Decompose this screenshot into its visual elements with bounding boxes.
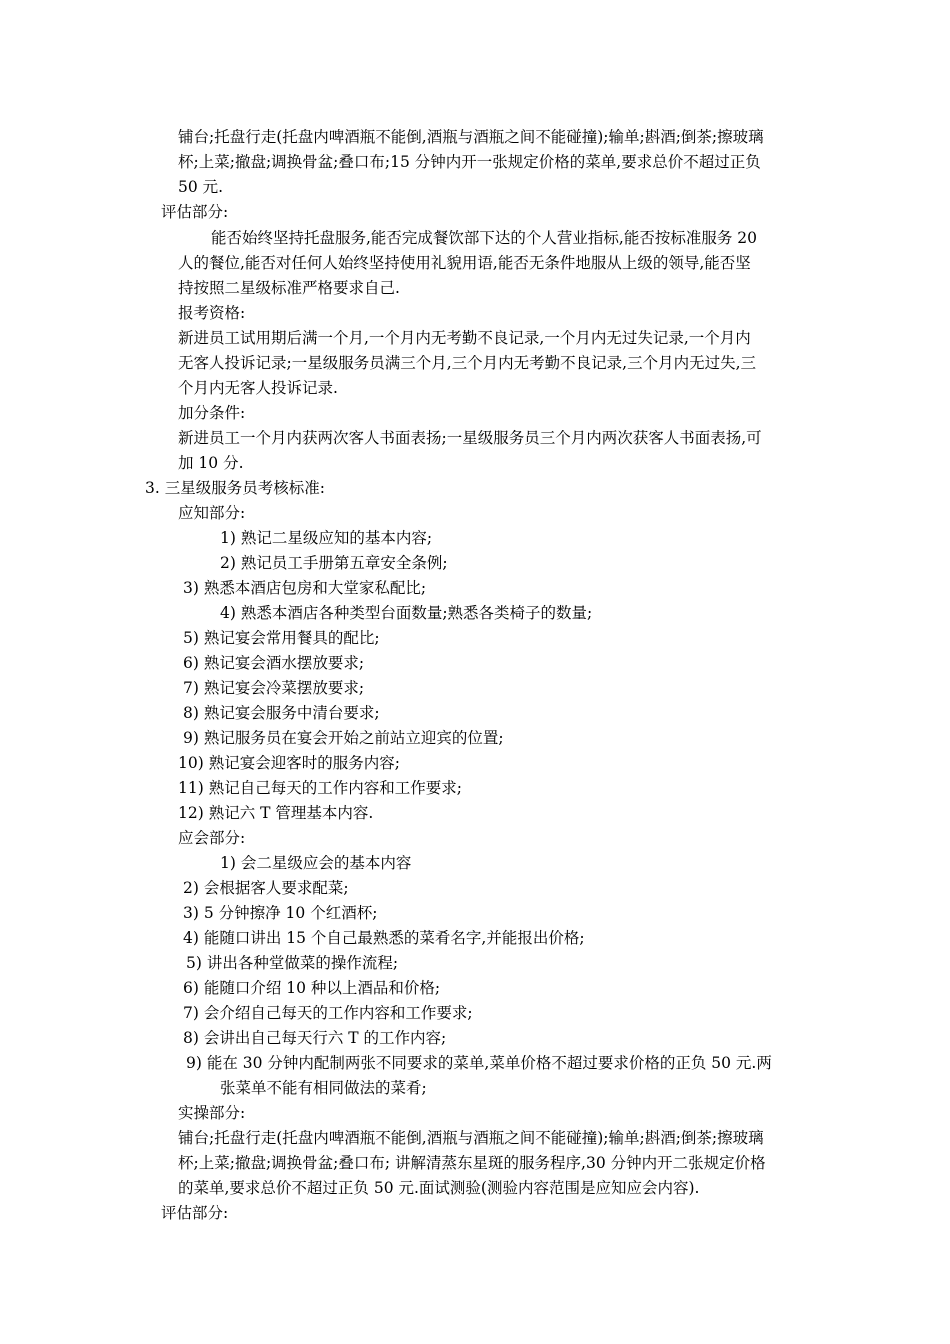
section-heading: 加分条件: <box>178 404 246 422</box>
list-item: 4) 熟悉本酒店各种类型台面数量;熟悉各类椅子的数量; <box>220 604 593 622</box>
text-line: 50 元. <box>178 178 224 196</box>
list-item: 5) 讲出各种堂做菜的操作流程; <box>186 954 399 972</box>
list-item: 8) 熟记宴会服务中清台要求; <box>183 704 380 722</box>
list-item: 9) 熟记服务员在宴会开始之前站立迎宾的位置; <box>183 729 504 747</box>
text-line: 无客人投诉记录;一星级服务员满三个月,三个月内无考勤不良记录,三个月内无过失,三 <box>178 354 757 372</box>
list-item: 7) 会介绍自己每天的工作内容和工作要求; <box>183 1004 473 1022</box>
list-item: 4) 能随口讲出 15 个自己最熟悉的菜肴名字,并能报出价格; <box>183 929 585 947</box>
text-line: 杯;上菜;撤盘;调换骨盆;叠口布; 讲解清蒸东星斑的服务程序,30 分钟内开二张规定价格 <box>178 1154 766 1172</box>
numbered-heading: 3. 三星级服务员考核标准: <box>145 479 325 497</box>
text-line: 铺台;托盘行走(托盘内啤酒瓶不能倒,酒瓶与酒瓶之间不能碰撞);输单;斟酒;倒茶;擦玻璃 <box>178 1129 764 1147</box>
list-item: 2) 熟记员工手册第五章安全条例; <box>220 554 448 572</box>
text-line: 铺台;托盘行走(托盘内啤酒瓶不能倒,酒瓶与酒瓶之间不能碰撞);输单;斟酒;倒茶;擦玻璃 <box>178 128 764 146</box>
list-item: 9) 能在 30 分钟内配制两张不同要求的菜单,菜单价格不超过要求价格的正负 50 元.两 <box>186 1054 772 1072</box>
section-heading: 评估部分: <box>161 1204 229 1222</box>
list-item: 6) 熟记宴会酒水摆放要求; <box>183 654 365 672</box>
text-line: 持按照二星级标准严格要求自己. <box>178 279 400 297</box>
list-item: 2) 会根据客人要求配菜; <box>183 879 349 897</box>
list-item: 12) 熟记六 T 管理基本内容. <box>178 804 374 822</box>
section-heading: 报考资格: <box>178 304 246 322</box>
text-line: 人的餐位,能否对任何人始终坚持使用礼貌用语,能否无条件地服从上级的领导,能否坚 <box>178 254 751 272</box>
list-item: 3) 5 分钟擦净 10 个红酒杯; <box>183 904 378 922</box>
section-heading: 应会部分: <box>178 829 246 847</box>
text-line: 新进员工一个月内获两次客人书面表扬;一星级服务员三个月内两次获客人书面表扬,可 <box>178 429 762 447</box>
list-item: 5) 熟记宴会常用餐具的配比; <box>183 629 380 647</box>
list-item: 1) 熟记二星级应知的基本内容; <box>220 529 433 547</box>
text-line: 加 10 分. <box>178 454 244 472</box>
text-line: 新进员工试用期后满一个月,一个月内无考勤不良记录,一个月内无过失记录,一个月内 <box>178 329 751 347</box>
list-item: 10) 熟记宴会迎客时的服务内容; <box>178 754 400 772</box>
list-item: 8) 会讲出自己每天行六 T 的工作内容; <box>183 1029 447 1047</box>
text-line: 个月内无客人投诉记录. <box>178 379 338 397</box>
text-line: 杯;上菜;撤盘;调换骨盆;叠口布;15 分钟内开一张规定价格的菜单,要求总价不超过正负 <box>178 153 761 171</box>
section-heading: 实操部分: <box>178 1104 246 1122</box>
list-item: 1) 会二星级应会的基本内容 <box>220 854 412 872</box>
section-heading: 评估部分: <box>161 203 229 221</box>
list-item: 6) 能随口介绍 10 种以上酒品和价格; <box>183 979 441 997</box>
list-item: 7) 熟记宴会冷菜摆放要求; <box>183 679 365 697</box>
section-heading: 应知部分: <box>178 504 246 522</box>
text-line: 能否始终坚持托盘服务,能否完成餐饮部下达的个人营业指标,能否按标准服务 20 <box>211 229 758 247</box>
list-item-continuation: 张菜单不能有相同做法的菜肴; <box>220 1079 427 1097</box>
list-item: 11) 熟记自己每天的工作内容和工作要求; <box>178 779 462 797</box>
list-item: 3) 熟悉本酒店包房和大堂家私配比; <box>183 579 427 597</box>
text-line: 的菜单,要求总价不超过正负 50 元.面试测验(测验内容范围是应知应会内容). <box>178 1179 700 1197</box>
